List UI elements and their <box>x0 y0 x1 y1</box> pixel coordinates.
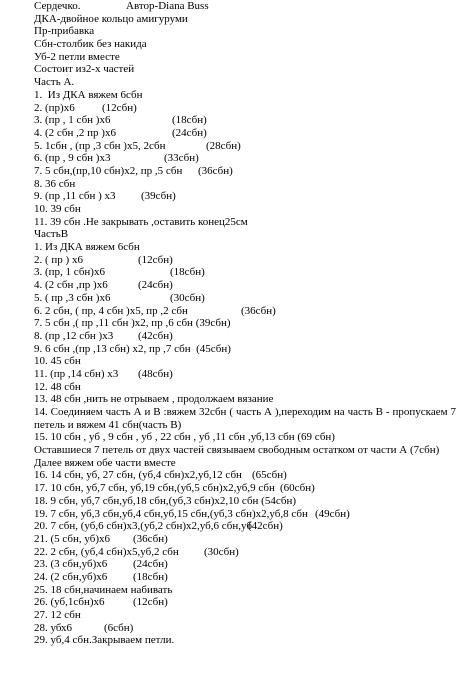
row-instruction: 8. (пр ,12 сбн )х3 <box>34 329 114 342</box>
row-instruction: 22. 2 сбн, (уб,4 сбн)х5,уб,2 сбн <box>34 545 179 558</box>
row-instruction: 8. 36 сбн <box>34 177 76 190</box>
pattern-row <box>34 317 456 330</box>
row-instruction: 24. (2 сбн,уб)х6 <box>34 570 108 583</box>
pattern-row <box>34 178 456 191</box>
row-instruction: 5. 1сбн , (пр ,3 сбн )х5, 2сбн <box>34 139 166 152</box>
section-title-together: Далее вяжем обе части вместе <box>34 456 176 469</box>
row-instruction: 2. (пр)х6 <box>34 101 75 114</box>
pattern-row <box>34 102 456 115</box>
pattern-row <box>34 330 456 343</box>
legend-item: Сбн-столбик без накида <box>34 38 147 51</box>
pattern-row <box>34 241 456 254</box>
pattern-row <box>34 622 456 635</box>
pattern-row <box>34 609 456 622</box>
pattern-row <box>34 254 456 267</box>
legend-item: ДКА-двойное кольцо амигуруми <box>34 12 188 25</box>
pattern-row <box>34 558 456 571</box>
pattern-row <box>34 292 456 305</box>
row-instruction: 28. убх6 <box>34 621 73 634</box>
row-stitch-count: (18сбн) <box>170 266 205 279</box>
pattern-row <box>34 508 456 521</box>
row-instruction: 4. (2 сбн ,пр )х6 <box>34 279 108 292</box>
legend-item: Уб-2 петли вместе <box>34 50 120 63</box>
part-a-rows <box>34 89 456 229</box>
row-instruction: 20. 7 сбн, (уб,6 сбн)х3,(уб,2 сбн)х2,уб,6 сбн,уб <box>34 520 252 533</box>
row-stitch-count: (36сбн) <box>198 164 233 177</box>
row-stitch-count: (39сбн) <box>141 190 176 203</box>
row-stitch-count: (12сбн) <box>138 253 173 266</box>
row-stitch-count: (60сбн) <box>280 482 315 495</box>
row-instruction: 10. 45 сбн <box>34 355 81 368</box>
section-title-part-b: ЧастьВ <box>34 228 69 241</box>
row-stitch-count: (33сбн) <box>164 152 199 165</box>
row-instruction: 7. 5 сбн,(пр,10 сбн)х2, пр ,5 сбн <box>34 164 183 177</box>
row-stitch-count: (24сбн) <box>133 558 168 571</box>
pattern-row <box>34 533 456 546</box>
row-instruction: 23. (3 сбн,уб)х6 <box>34 558 108 571</box>
row-instruction: 6. 2 сбн, ( пр, 4 сбн )х5, пр ,2 сбн <box>34 304 188 317</box>
pattern-row <box>34 634 456 647</box>
row-stitch-count: (30сбн) <box>170 291 205 304</box>
row-instruction: 11. 39 сбн .Не закрывать ,оставить конец25см <box>34 215 248 228</box>
row-stitch-count: (18сбн) <box>172 114 207 127</box>
pattern-row <box>34 152 456 165</box>
pattern-row <box>34 482 456 495</box>
pattern-row <box>34 546 456 559</box>
row-stitch-count: (36сбн) <box>133 532 168 545</box>
row-stitch-count: (24сбн) <box>138 279 173 292</box>
pattern-row <box>34 190 456 203</box>
row-stitch-count: (36сбн) <box>241 304 276 317</box>
row-14: 14. Соединяем часть А и В :вяжем 32сбн ( часть А ),переходим на часть В - пропускаем 7 петель и вяжем 41 сбн(часть В) <box>34 406 456 431</box>
row-stitch-count: (28сбн) <box>206 139 241 152</box>
row-instruction: 3. (пр, 1 сбн)х6 <box>34 266 105 279</box>
row-instruction: 26. (уб,1сбн)х6 <box>34 596 105 609</box>
row-stitch-count: (42сбн) <box>248 520 283 533</box>
row-stitch-count: (42сбн) <box>138 329 173 342</box>
row-instruction: 27. 12 сбн <box>34 609 81 622</box>
document-title: Сердечко. <box>34 0 81 12</box>
row-instruction: 12. 48 сбн <box>34 380 81 393</box>
pattern-row <box>34 495 456 508</box>
pattern-row <box>34 279 456 292</box>
row-stitch-count: (48сбн) <box>138 367 173 380</box>
row-stitch-count: (6сбн) <box>104 621 134 634</box>
pattern-row <box>34 127 456 140</box>
document-page <box>34 0 456 699</box>
title-line <box>34 0 456 13</box>
row-instruction: 10. 39 сбн <box>34 203 81 215</box>
author-line: Автор-Diana Buss <box>126 0 209 12</box>
row-instruction: 9. (пр ,11 сбн ) х3 <box>34 190 116 203</box>
part-b-rows <box>34 241 456 406</box>
pattern-row <box>34 203 456 216</box>
row-instruction: 6. (пр , 9 сбн )х3 <box>34 152 111 165</box>
pattern-row <box>34 343 456 356</box>
row-instruction: 25. 18 сбн,начинаем набивать <box>34 583 173 596</box>
row-instruction: 5. ( пр ,3 сбн )х6 <box>34 291 111 304</box>
pattern-row <box>34 469 456 482</box>
pattern-row <box>34 381 456 394</box>
row-instruction: 18. 9 сбн, уб,7 сбн,уб,18 сбн,(уб,3 сбн)х2,10 сбн (54сбн) <box>34 494 297 507</box>
row-instruction: 17. 10 сбн, уб,7 сбн, уб,19 сбн,(уб,5 сбн)х2,уб,9 сбн <box>34 482 275 495</box>
pattern-row <box>34 596 456 609</box>
row-instruction: 7. 5 сбн ,( пр ,11 сбн )х2, пр ,6 сбн (39сбн) <box>34 317 231 330</box>
row-stitch-count: (24сбн) <box>172 126 207 139</box>
pattern-row <box>34 89 456 102</box>
pattern-row <box>34 216 456 229</box>
pattern-row <box>34 114 456 127</box>
row-instruction: 29. уб,4 сбн.Закрываем петли. <box>34 634 175 647</box>
pattern-row <box>34 355 456 368</box>
together-rows <box>34 469 456 647</box>
pattern-row <box>34 584 456 597</box>
pattern-row <box>34 393 456 406</box>
pattern-row <box>34 368 456 381</box>
join-note: Оставшиеся 7 петель от двух частей связываем свободным остатком от части А (7сбн) <box>34 444 440 457</box>
legend-item: Состоит из2-х частей <box>34 63 135 76</box>
row-stitch-count: (49сбн) <box>315 507 350 520</box>
pattern-row <box>34 520 456 533</box>
section-title-part-a: Часть А. <box>34 76 75 89</box>
legend-item: Пр-прибавка <box>34 25 95 38</box>
row-instruction: 11. (пр ,14 сбн) х3 <box>34 367 119 380</box>
row-stitch-count: (12сбн) <box>133 596 168 609</box>
row-instruction: 9. 6 сбн ,(пр ,13 сбн) х2, пр ,7 сбн (45сбн) <box>34 342 231 355</box>
row-instruction: 19. 7 сбн, уб,3 сбн,уб,4 сбн,уб,15 сбн,(уб,3 сбн)х2,уб,8 сбн <box>34 507 308 520</box>
pattern-row <box>34 266 456 279</box>
pattern-row <box>34 571 456 584</box>
row-stitch-count: (65сбн) <box>252 469 287 482</box>
row-instruction: 21. (5 сбн, уб)х6 <box>34 532 111 545</box>
row-instruction: 16. 14 сбн, уб, 27 сбн, (уб,4 сбн)х2,уб,12 сбн <box>34 469 242 482</box>
pattern-row <box>34 140 456 153</box>
pattern-row <box>34 165 456 178</box>
row-stitch-count: (18сбн) <box>133 570 168 583</box>
row-instruction: 1. Из ДКА вяжем 6сбн <box>34 241 140 254</box>
row-stitch-count: (30сбн) <box>204 545 239 558</box>
row-instruction: 3. (пр , 1 сбн )х6 <box>34 114 111 127</box>
pattern-row <box>34 305 456 318</box>
row-instruction: 2. ( пр ) х6 <box>34 253 83 266</box>
row-instruction: 13. 48 сбн ,нить не отрываем , продолжаем вязание <box>34 393 274 406</box>
row-instruction: 1. Из ДКА вяжем 6сбн <box>34 88 143 101</box>
row-instruction: 4. (2 сбн ,2 пр )х6 <box>34 126 116 139</box>
row-15: 15. 10 сбн , уб , 9 сбн , уб , 22 сбн , уб ,11 сбн ,уб,13 сбн (69 сбн) <box>34 431 335 444</box>
row-stitch-count: (12сбн) <box>102 101 137 114</box>
